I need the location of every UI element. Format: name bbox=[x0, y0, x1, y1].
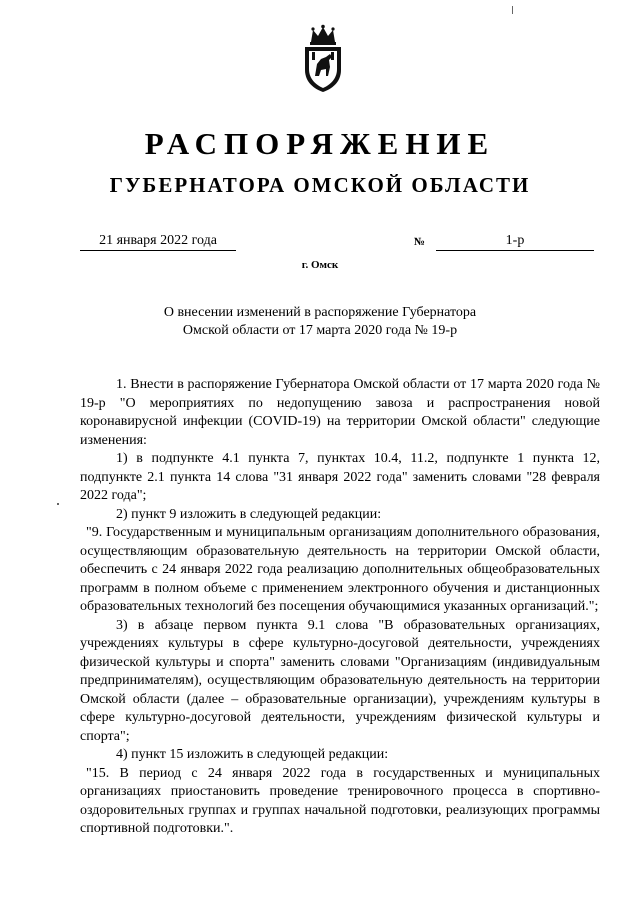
paragraph-1: 1. Внести в распоряжение Губернатора Омской области от 17 марта 2020 года № 19-р "О мероприятиях по недопущению завоза и распространения новой коронавирусной инфекции (COVID-19) на территории Омской области" следующие изменения: bbox=[80, 377, 600, 448]
paragraph-4: "9. Государственным и муниципальным организациям дополнительного образования, осуществляющим образовательную деятельность на территории Омской области, обеспечить с 24 января 2022 года реализацию дополнительных общеобразовательных программ в полном объеме с применением электронного обучения и дистанционных образовательных технологий без посещения обучающимися указанных организаций."; bbox=[80, 525, 600, 614]
paragraph-2: 1) в подпункте 4.1 пункта 7, пунктах 10.4, 11.2, подпункте 1 пункта 12, подпункте 2.1 пункта 14 слова "31 января 2022 года" заменить словами "28 февраля 2022 года"; bbox=[80, 451, 600, 503]
heading-line-2: Омской области от 17 марта 2020 года № 19-р bbox=[182, 323, 458, 338]
omsk-coat-of-arms-icon bbox=[299, 24, 347, 94]
document-date: 21 января 2022 года bbox=[80, 233, 236, 251]
paragraph-3: 2) пункт 9 изложить в следующей редакции: bbox=[116, 506, 382, 522]
document-heading bbox=[80, 304, 560, 340]
paragraph-6: 4) пункт 15 изложить в следующей редакции: bbox=[116, 747, 389, 762]
paragraph-7: "15. В период с 24 января 2022 года в государственных и муниципальных организациях приостановить проведение тренировочного процесса в спортивно-оздоровительных группах и группах начальной подготовки, реализующих программы спортивной подготовки.". bbox=[80, 765, 600, 836]
document-city: г. Омск bbox=[301, 259, 339, 271]
scan-dot bbox=[57, 503, 59, 505]
number-label: № bbox=[414, 236, 426, 248]
document-title: РАСПОРЯЖЕНИЕ bbox=[144, 126, 496, 161]
document-body bbox=[80, 376, 600, 839]
heading-line-1: О внесении изменений в распоряжение Губернатора bbox=[163, 305, 477, 320]
paragraph-5: 3) в абзаце первом пункта 9.1 слова "В образовательных организациях, учреждениях культуры в сфере культурно-досуговой деятельности, учреждениях физической культуры и спорта" заменить словами "Организациям (индивидуальным предпринимателям), осуществляющим образовательную деятельность на территории Омской области (далее – образовательные организации), учреждениям культуры в сфере культурно-досуговой деятельности, учреждениям физической культуры и спорта"; bbox=[80, 617, 600, 744]
document-subtitle: ГУБЕРНАТОРА ОМСКОЙ ОБЛАСТИ bbox=[109, 173, 531, 197]
document-number: 1-р bbox=[436, 233, 594, 251]
scan-mark bbox=[512, 6, 513, 14]
